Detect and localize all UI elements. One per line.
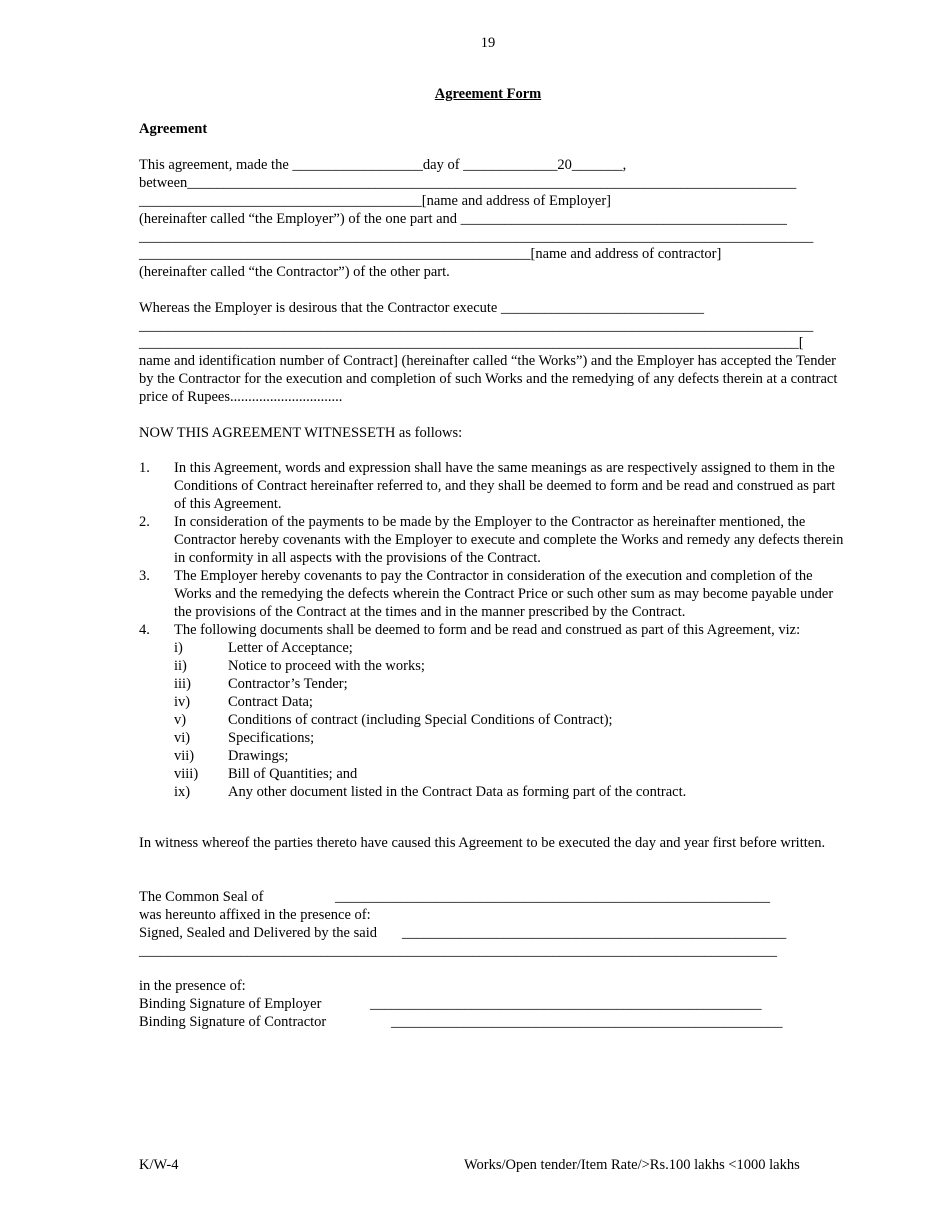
- document-item: i) Letter of Acceptance;: [174, 640, 353, 656]
- contractor-signature-line: ______________________________________________________: [391, 1014, 783, 1030]
- full-signature-line: ________________________________________________________________________________________: [139, 943, 777, 959]
- witnesseth-heading: NOW THIS AGREEMENT WITNESSETH as follows:: [139, 425, 463, 441]
- seal-label: The Common Seal of: [139, 889, 264, 905]
- document-item: v) Conditions of contract (including Special Conditions of Contract);: [174, 712, 613, 728]
- clause-number: 2.: [139, 514, 150, 530]
- contractor-part-line: (hereinafter called “the Contractor”) of the other part.: [139, 264, 450, 280]
- employer-part-line: (hereinafter called “the Employer”) of the one part and _____________________________________________: [139, 211, 787, 227]
- contract-paragraph: name and identification number of Contract] (hereinafter called “the Works”) and the Employer has accepted the Tender by the Contractor for the execution and completion of such Works and the remedying of any defects therein at a contract price of Rupees...............................: [139, 353, 838, 405]
- document-item: ii) Notice to proceed with the works;: [174, 658, 425, 674]
- footer-code: K/W-4: [139, 1157, 179, 1173]
- signed-label: Signed, Sealed and Delivered by the said: [139, 925, 377, 941]
- contractor-address-line: ______________________________________________________[name and address of contractor]: [139, 246, 722, 262]
- agreement-date-line: This agreement, made the __________________day of _____________20_______,: [139, 157, 627, 173]
- clause-text: In this Agreement, words and expression shall have the same meanings as are respectively assigned to them in the Conditions of Contract hereinafter referred to, and they shall be deemed to form and be read and construed as part of this Agreement.: [174, 460, 836, 512]
- clause-text: The Employer hereby covenants to pay the Contractor in consideration of the execution and completion of the Works and the remedying the defects wherein the Contract Price or such other sum as may become payable under the provisions of the Contract at the times and in the manner prescribed by the Contract.: [174, 568, 834, 620]
- clause-number: 1.: [139, 460, 150, 476]
- presence-label: in the presence of:: [139, 978, 246, 994]
- footer-category: Works/Open tender/Item Rate/>Rs.100 lakhs <1000 lakhs: [464, 1157, 800, 1173]
- document-item: iii) Contractor’s Tender;: [174, 676, 348, 692]
- document-item: viii) Bill of Quantities; and: [174, 766, 358, 782]
- between-line: between____________________________________________________________________________________: [139, 175, 797, 191]
- list-item: [139, 513, 849, 567]
- document-item: vii) Drawings;: [174, 748, 289, 764]
- blank-line: _____________________________________________________________________________________________: [139, 318, 814, 334]
- signed-line: _____________________________________________________: [402, 925, 787, 941]
- page-title: Agreement Form: [434, 86, 542, 102]
- witness-paragraph: In witness whereof the parties thereto have caused this Agreement to be executed the day and year first before written.: [139, 835, 826, 851]
- section-heading: Agreement: [139, 121, 208, 137]
- clauses-list: [139, 459, 849, 801]
- whereas-line: Whereas the Employer is desirous that the Contractor execute ____________________________: [139, 300, 704, 316]
- clause-number: 4.: [139, 622, 150, 638]
- document-item: iv) Contract Data;: [174, 694, 313, 710]
- page-number: 19: [480, 35, 496, 51]
- employer-address-line: _______________________________________[name and address of Employer]: [139, 193, 611, 209]
- list-item: [139, 621, 849, 801]
- clause-number: 3.: [139, 568, 150, 584]
- contractor-signature-label: Binding Signature of Contractor: [139, 1014, 327, 1030]
- list-item: [139, 459, 849, 513]
- blank-line: _____________________________________________________________________________________________: [139, 229, 814, 245]
- affixed-label: was hereunto affixed in the presence of:: [139, 907, 371, 923]
- list-item: [139, 567, 849, 621]
- document-item: vi) Specifications;: [174, 730, 315, 746]
- blank-line: ___________________________________________________________________________________________[: [139, 335, 804, 351]
- employer-signature-label: Binding Signature of Employer: [139, 996, 322, 1012]
- seal-line: ____________________________________________________________: [335, 889, 770, 905]
- clause-text: In consideration of the payments to be made by the Employer to the Contractor as hereinafter mentioned, the Contractor hereby covenants with the Employer to execute and complete the Works and remedy any defects therein in conformity in all aspects with the provisions of the Contract.: [174, 514, 844, 566]
- employer-signature-line: ______________________________________________________: [370, 996, 762, 1012]
- clause-text: The following documents shall be deemed to form and be read and construed as part of this Agreement, viz:: [174, 622, 801, 638]
- document-item: ix) Any other document listed in the Contract Data as forming part of the contract.: [174, 784, 687, 800]
